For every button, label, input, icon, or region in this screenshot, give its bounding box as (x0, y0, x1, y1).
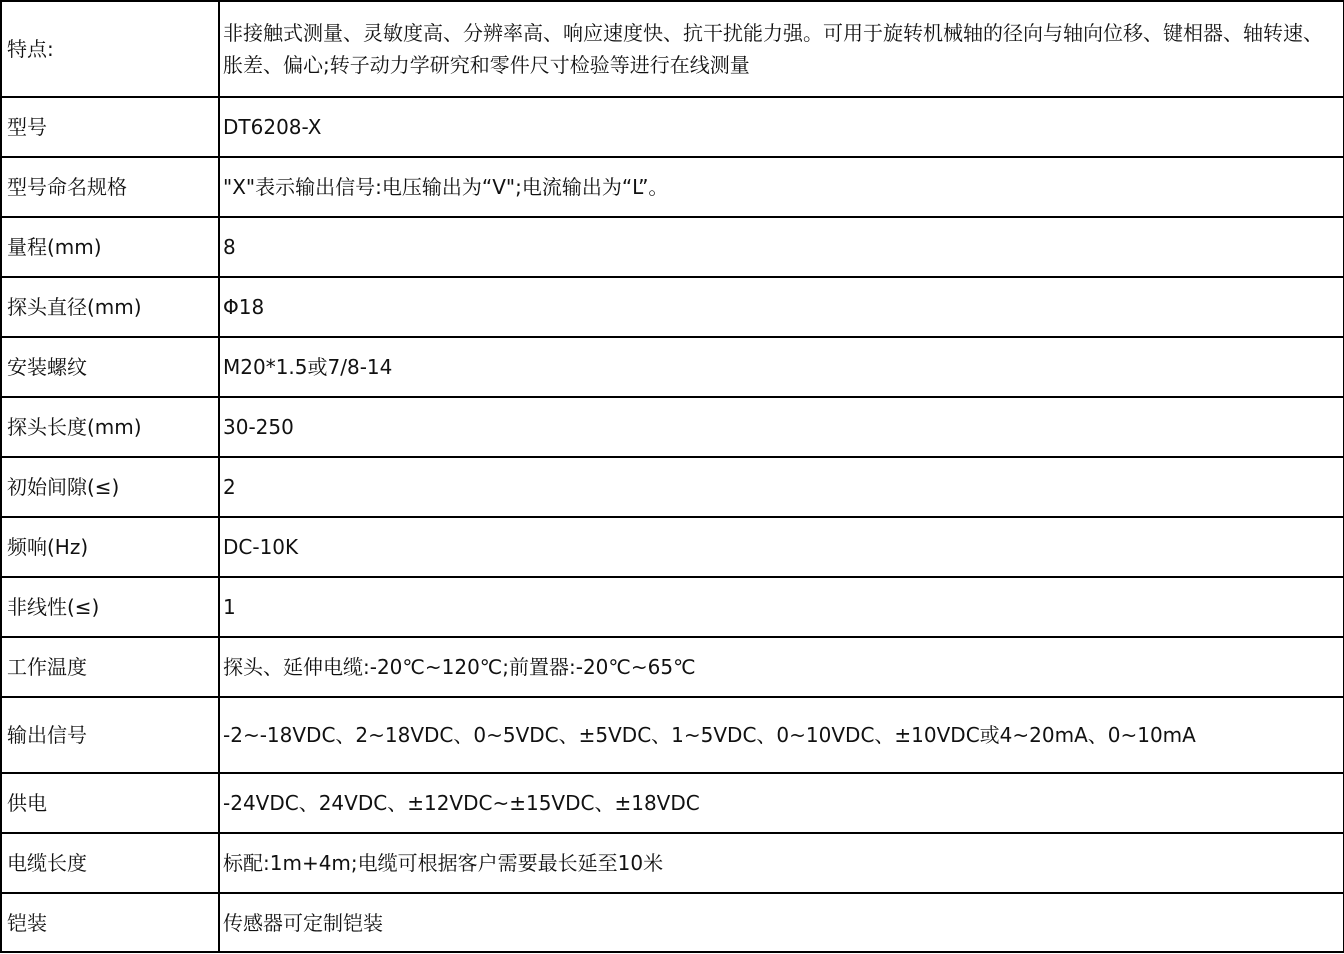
row-value-output-signal: -2~-18VDC、2~18VDC、0~5VDC、±5VDC、1~5VDC、0~10VDC、±10VDC或4~20mA、0~10mA (219, 697, 1344, 773)
row-label-range: 量程(mm) (1, 217, 219, 277)
table-row (1, 697, 1344, 773)
row-label-mounting-thread: 安装螺纹 (1, 337, 219, 397)
row-value-model: DT6208-X (219, 97, 1344, 157)
table-row (1, 517, 1344, 577)
row-label-features: 特点: (1, 1, 219, 97)
row-label-power-supply: 供电 (1, 773, 219, 833)
row-value-operating-temperature: 探头、延伸电缆:-20℃~120℃;前置器:-20℃~65℃ (219, 637, 1344, 697)
row-label-frequency-response: 频响(Hz) (1, 517, 219, 577)
row-value-nonlinearity: 1 (219, 577, 1344, 637)
row-label-armor: 铠装 (1, 893, 219, 952)
row-label-cable-length: 电缆长度 (1, 833, 219, 893)
row-label-output-signal: 输出信号 (1, 697, 219, 773)
table-row (1, 97, 1344, 157)
table-row (1, 637, 1344, 697)
row-value-cable-length: 标配:1m+4m;电缆可根据客户需要最长延至10米 (219, 833, 1344, 893)
table-row (1, 893, 1344, 952)
table-row (1, 277, 1344, 337)
row-label-nonlinearity: 非线性(≤) (1, 577, 219, 637)
row-value-features: 非接触式测量、灵敏度高、分辨率高、响应速度快、抗干扰能力强。可用于旋转机械轴的径向与轴向位移、键相器、轴转速、胀差、偏心;转子动力学研究和零件尺寸检验等进行在线测量 (219, 1, 1344, 97)
table-row (1, 833, 1344, 893)
table-row (1, 577, 1344, 637)
row-label-operating-temperature: 工作温度 (1, 637, 219, 697)
row-label-probe-diameter: 探头直径(mm) (1, 277, 219, 337)
row-value-armor: 传感器可定制铠装 (219, 893, 1344, 952)
table-row (1, 457, 1344, 517)
table-row (1, 337, 1344, 397)
row-value-power-supply: -24VDC、24VDC、±12VDC~±15VDC、±18VDC (219, 773, 1344, 833)
table-row (1, 217, 1344, 277)
row-value-probe-diameter: Φ18 (219, 277, 1344, 337)
row-value-range: 8 (219, 217, 1344, 277)
table-row (1, 157, 1344, 217)
row-value-model-naming: "X"表示输出信号:电压输出为“V";电流输出为“L”。 (219, 157, 1344, 217)
table-row (1, 397, 1344, 457)
row-label-model: 型号 (1, 97, 219, 157)
row-value-mounting-thread: M20*1.5或7/8-14 (219, 337, 1344, 397)
row-value-frequency-response: DC-10K (219, 517, 1344, 577)
table-row (1, 773, 1344, 833)
row-value-initial-gap: 2 (219, 457, 1344, 517)
row-value-probe-length: 30-250 (219, 397, 1344, 457)
row-label-model-naming: 型号命名规格 (1, 157, 219, 217)
row-label-initial-gap: 初始间隙(≤) (1, 457, 219, 517)
row-label-probe-length: 探头长度(mm) (1, 397, 219, 457)
table-row (1, 1, 1344, 97)
